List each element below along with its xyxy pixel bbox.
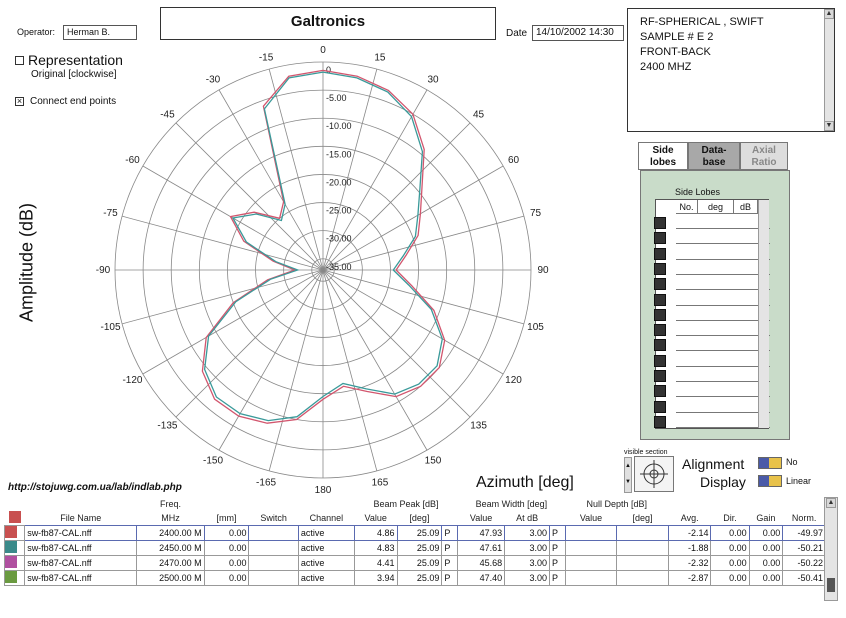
operator-label: Operator:	[17, 27, 56, 37]
display-toggle[interactable]	[758, 475, 782, 487]
col-header: Value	[469, 513, 493, 523]
row-color-swatch[interactable]	[5, 571, 17, 583]
col-header: Value	[364, 513, 387, 523]
group-header: Beam Width [deg]	[475, 499, 548, 509]
angle-tick-label: -135	[157, 420, 178, 432]
angle-tick-label: -60	[125, 155, 140, 166]
table-cell[interactable]: P	[550, 541, 566, 556]
angle-tick-label: -165	[256, 477, 277, 489]
table-cell[interactable]	[617, 541, 669, 556]
table-cell[interactable]: P	[442, 541, 458, 556]
row-swatch-cell[interactable]	[5, 571, 25, 586]
table-cell[interactable]: P	[442, 526, 458, 541]
table-row[interactable]	[5, 571, 826, 586]
table-cell[interactable]: 3.00	[505, 571, 550, 586]
table-cell[interactable]: 2470.00 M	[137, 556, 204, 571]
side-lobes-title: Side Lobes	[675, 187, 721, 197]
display-label: Display	[700, 474, 746, 490]
grid-spoke	[122, 216, 323, 270]
col-header: Value	[579, 513, 603, 523]
table-cell[interactable]: 25.09	[397, 571, 442, 586]
angle-tick-label: -105	[100, 321, 121, 333]
table-cell[interactable]: 0.00	[711, 526, 749, 541]
side-lobe-row[interactable]	[676, 291, 770, 306]
angle-tick-label: -30	[205, 74, 221, 86]
table-cell[interactable]: 25.09	[397, 556, 442, 571]
tab-axial-ratio[interactable]	[740, 142, 788, 170]
row-swatch-cell[interactable]	[5, 541, 25, 556]
table-cell[interactable]: 25.09	[397, 541, 442, 556]
row-swatch-cell[interactable]	[5, 526, 25, 541]
side-lobe-row[interactable]	[676, 367, 770, 382]
notes-line: RF-SPHERICAL , SWIFT	[640, 16, 764, 28]
col-header: [mm]	[216, 513, 237, 523]
alignment-label: Alignment	[682, 456, 745, 472]
angle-tick-label: 75	[529, 208, 542, 220]
row-selector-icon[interactable]	[654, 355, 666, 367]
radial-tick-label: -25.00	[326, 205, 352, 216]
table-cell[interactable]: P	[442, 556, 458, 571]
row-selector-icon[interactable]	[654, 309, 666, 321]
table-cell[interactable]: P	[442, 571, 458, 586]
side-lobe-row[interactable]	[676, 321, 770, 336]
col-header: At dB	[516, 513, 539, 523]
side-lobe-row[interactable]	[676, 382, 770, 397]
grid-spoke	[323, 270, 503, 374]
side-lobe-row[interactable]	[676, 214, 770, 229]
radial-tick-label: -15.00	[326, 149, 352, 160]
col-header: Freq.	[159, 499, 181, 509]
scroll-up-icon[interactable]: ▲	[827, 499, 835, 506]
table-cell[interactable]: 0.00	[749, 526, 783, 541]
tab-database[interactable]	[688, 142, 740, 170]
table-cell[interactable]: P	[550, 571, 566, 586]
table-cell[interactable]	[249, 571, 298, 586]
table-row[interactable]	[5, 526, 826, 541]
date-label: Date	[506, 28, 528, 39]
table-cell[interactable]: 2450.00 M	[137, 541, 204, 556]
table-cell[interactable]: -2.32	[668, 556, 711, 571]
alignment-toggle[interactable]	[758, 457, 782, 469]
side-lobe-row[interactable]	[676, 306, 770, 321]
side-lobes-scrollbar[interactable]	[758, 200, 769, 428]
angle-tick-label: 60	[507, 155, 520, 166]
notes-line: SAMPLE # E 2	[640, 31, 714, 43]
table-cell[interactable]: 3.00	[505, 541, 550, 556]
table-cell[interactable]: 4.83	[354, 541, 397, 556]
table-cell[interactable]: 0.00	[204, 541, 249, 556]
angle-tick-label: -15	[258, 52, 274, 64]
row-selector-icon[interactable]	[654, 232, 666, 244]
table-cell[interactable]	[249, 556, 298, 571]
table-cell[interactable]: -1.88	[668, 541, 711, 556]
table-cell[interactable]	[249, 541, 298, 556]
table-cell[interactable]: 47.61	[458, 541, 505, 556]
table-cell[interactable]: 4.86	[354, 526, 397, 541]
table-cell[interactable]: -50.22	[783, 556, 826, 571]
table-cell[interactable]: -50.41	[783, 571, 826, 586]
tab-label: Axial	[752, 145, 776, 156]
col-header: [deg]	[632, 513, 653, 523]
table-cell[interactable]: 0.00	[711, 556, 749, 571]
radial-tick-label: 0	[326, 65, 332, 75]
table-cell[interactable]	[565, 571, 617, 586]
grid-spoke	[143, 270, 323, 374]
angle-tick-label: 120	[505, 375, 522, 386]
table-cell[interactable]: -2.14	[668, 526, 711, 541]
grid-spoke	[323, 123, 470, 270]
visible-section-label: visible section	[624, 449, 668, 456]
side-lobe-row[interactable]	[676, 275, 770, 290]
table-cell[interactable]: sw-fb87-CAL.nff	[25, 526, 137, 541]
angle-tick-label: -45	[160, 109, 175, 121]
scroll-up-icon[interactable]: ▲	[825, 10, 833, 17]
scroll-thumb[interactable]	[827, 578, 835, 592]
table-cell[interactable]: 0.00	[711, 541, 749, 556]
col-header: dB	[734, 200, 758, 214]
table-cell[interactable]: 3.00	[505, 526, 550, 541]
table-cell[interactable]: active	[298, 556, 354, 571]
angle-tick-label: 15	[374, 52, 386, 64]
col-header: MHz	[161, 513, 180, 523]
table-cell[interactable]: 0.00	[204, 526, 249, 541]
angle-tick-label: 180	[314, 485, 332, 496]
side-lobe-row[interactable]	[676, 336, 770, 351]
crosshair-glyph	[635, 457, 673, 491]
row-selector-icon[interactable]	[654, 339, 666, 351]
display-value: Linear	[786, 476, 812, 486]
side-lobe-row[interactable]	[676, 398, 770, 413]
table-cell[interactable]: 47.93	[458, 526, 505, 541]
row-selector-icon[interactable]	[654, 294, 666, 306]
alignment-value: No	[786, 457, 798, 467]
group-header: Beam Peak [dB]	[373, 499, 439, 509]
group-header: Null Depth [dB]	[586, 499, 648, 509]
representation-label: Representation	[28, 52, 123, 68]
angle-tick-label: 0	[320, 45, 326, 56]
radial-tick-label: -5.00	[326, 93, 347, 104]
notes-line: 2400 MHZ	[640, 61, 692, 73]
grid-spoke	[323, 270, 470, 417]
table-cell[interactable]: 0.00	[711, 571, 749, 586]
tab-label: Side	[652, 145, 674, 156]
col-header: Gain	[756, 513, 776, 523]
tab-label: base	[702, 157, 726, 168]
operator-field[interactable]: Herman B.	[63, 25, 137, 40]
date-field[interactable]: 14/10/2002 14:30	[532, 25, 624, 41]
row-color-swatch[interactable]	[5, 526, 17, 538]
table-cell[interactable]: 2500.00 M	[137, 571, 204, 586]
table-cell[interactable]: sw-fb87-CAL.nff	[25, 541, 137, 556]
url-text[interactable]: http://stojuwg.com.ua/lab/indlab.php	[8, 482, 182, 493]
tab-side-lobes[interactable]	[638, 142, 688, 170]
side-lobes-table[interactable]	[655, 199, 769, 429]
visible-section-spinner[interactable]: ▲ ▼	[624, 457, 632, 493]
scroll-down-icon[interactable]: ▼	[825, 122, 833, 129]
angle-tick-label: -90	[95, 265, 111, 276]
table-cell[interactable]: P	[550, 526, 566, 541]
connect-endpoints-label: Connect end points	[30, 96, 117, 107]
row-swatch-cell[interactable]	[5, 556, 25, 571]
table-cell[interactable]: active	[298, 526, 354, 541]
grid-spoke	[176, 123, 323, 270]
row-color-swatch[interactable]	[5, 556, 17, 568]
col-header: Channel	[309, 513, 344, 523]
table-cell[interactable]	[617, 526, 669, 541]
crosshair-icon[interactable]	[634, 456, 674, 492]
table-row[interactable]	[5, 541, 826, 556]
col-header: deg	[698, 200, 734, 214]
side-lobe-row[interactable]	[676, 352, 770, 367]
table-cell[interactable]: 47.40	[458, 571, 505, 586]
table-cell[interactable]: 0.00	[204, 571, 249, 586]
table-cell[interactable]	[565, 556, 617, 571]
angle-tick-label: 150	[424, 455, 442, 467]
side-lobe-row[interactable]	[676, 229, 770, 244]
angle-tick-label: 135	[470, 420, 487, 432]
col-header: Avg.	[680, 513, 699, 523]
row-selector-icon[interactable]	[654, 278, 666, 290]
table-cell[interactable]: 3.94	[354, 571, 397, 586]
chart-title: Galtronics	[160, 7, 496, 40]
table-cell[interactable]: -2.87	[668, 571, 711, 586]
row-selector-icon[interactable]	[654, 217, 666, 229]
tab-label: Data-	[701, 145, 727, 156]
side-lobe-row[interactable]	[676, 413, 770, 428]
table-cell[interactable]: -49.97	[783, 526, 826, 541]
row-color-swatch[interactable]	[5, 541, 17, 553]
table-cell[interactable]: 0.00	[749, 556, 783, 571]
grid-spoke	[323, 216, 524, 270]
notes-line: FRONT-BACK	[640, 46, 711, 58]
angle-tick-label: 165	[371, 477, 389, 489]
angle-tick-label: -150	[202, 455, 224, 467]
col-header: [deg]	[409, 513, 430, 523]
grid-spoke	[323, 270, 377, 471]
col-header: Norm.	[791, 513, 817, 523]
table-cell[interactable]	[617, 571, 669, 586]
table-cell[interactable]: active	[298, 541, 354, 556]
angle-tick-label: -75	[103, 208, 118, 220]
table-cell[interactable]: sw-fb87-CAL.nff	[25, 571, 137, 586]
table-cell[interactable]: -50.21	[783, 541, 826, 556]
y-axis-label: Amplitude (dB)	[16, 202, 37, 323]
table-cell[interactable]	[617, 556, 669, 571]
radial-tick-label: -35.00	[326, 261, 352, 272]
angle-tick-label: 30	[427, 74, 439, 86]
radial-tick-label: -10.00	[326, 121, 352, 132]
side-lobes-panel	[640, 170, 790, 440]
table-cell[interactable]: sw-fb87-CAL.nff	[25, 556, 137, 571]
side-lobe-row[interactable]	[676, 260, 770, 275]
row-color-swatch[interactable]	[9, 511, 21, 523]
angle-tick-label: -120	[122, 375, 143, 386]
row-selector-icon[interactable]	[654, 248, 666, 260]
table-row[interactable]	[5, 556, 826, 571]
representation-sub: Original [clockwise]	[31, 69, 117, 80]
table-cell[interactable]: 45.68	[458, 556, 505, 571]
col-header: File Name	[60, 513, 102, 523]
grid-spoke	[323, 270, 524, 324]
angle-tick-label: 105	[527, 321, 544, 333]
grid-spoke	[323, 270, 427, 450]
table-cell[interactable]: 2400.00 M	[137, 526, 204, 541]
grid-scrollbar[interactable]	[824, 497, 838, 601]
row-selector-icon[interactable]	[654, 370, 666, 382]
table-cell[interactable]	[565, 541, 617, 556]
grid-spoke	[269, 270, 323, 471]
tab-label: Ratio	[751, 157, 777, 168]
x-axis-label: Azimuth [deg]	[476, 474, 574, 491]
table-cell[interactable]: P	[550, 556, 566, 571]
table-cell[interactable]: 3.00	[505, 556, 550, 571]
tab-label: lobes	[649, 157, 677, 168]
table-cell[interactable]: 4.41	[354, 556, 397, 571]
connect-endpoints-checkbox[interactable]: ×	[16, 96, 23, 106]
row-selector-icon[interactable]	[654, 324, 666, 336]
col-header: Dir.	[723, 513, 737, 523]
table-cell[interactable]	[249, 526, 298, 541]
table-cell[interactable]: 0.00	[749, 571, 783, 586]
row-selector-icon[interactable]	[654, 385, 666, 397]
results-grid	[4, 497, 826, 586]
table-cell[interactable]: 25.09	[397, 526, 442, 541]
table-cell[interactable]: 0.00	[749, 541, 783, 556]
angle-tick-label: 90	[537, 265, 549, 276]
col-header: No.	[676, 200, 698, 214]
row-selector-icon[interactable]	[654, 416, 666, 428]
radial-tick-label: -30.00	[326, 233, 352, 244]
col-header: Switch	[260, 513, 287, 523]
table-cell[interactable]: 0.00	[204, 556, 249, 571]
table-cell[interactable]: active	[298, 571, 354, 586]
row-selector-icon[interactable]	[654, 263, 666, 275]
angle-tick-label: 45	[473, 109, 485, 121]
side-lobe-row[interactable]	[676, 245, 770, 260]
table-cell[interactable]	[565, 526, 617, 541]
grid-spoke	[219, 90, 323, 270]
radial-tick-label: -20.00	[326, 177, 352, 188]
row-selector-icon[interactable]	[654, 401, 666, 413]
